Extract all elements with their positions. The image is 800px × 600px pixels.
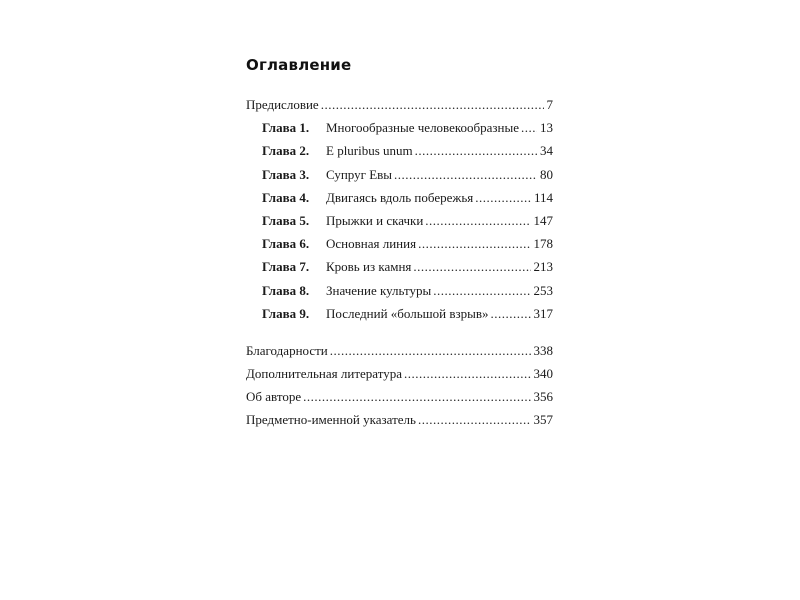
chapter-title: Кровь из камня (326, 259, 412, 275)
toc-entry-further-reading (246, 362, 553, 385)
page-number: 34 (540, 143, 553, 159)
chapter-label: Глава 4. (262, 189, 310, 205)
toc-entry-chapter-7 (246, 255, 553, 278)
chapter-label: Глава 3. (262, 166, 310, 182)
dot-leader (303, 385, 530, 408)
entry-title: Благодарности (246, 342, 328, 358)
toc-entry-chapter-3 (246, 163, 553, 186)
chapter-title: E pluribus unum (326, 143, 413, 159)
dot-leader (418, 408, 531, 431)
dot-leader (418, 232, 530, 255)
chapter-label: Глава 2. (262, 143, 310, 159)
chapter-title: Прыжки и скачки (326, 212, 424, 228)
chapter-title: Последний «большой взрыв» (326, 305, 489, 321)
dot-leader (433, 279, 530, 302)
dot-leader (321, 93, 544, 116)
chapter-title: Многообразные человекообразные (326, 120, 520, 136)
page-number: 147 (533, 212, 553, 228)
entry-title: Предисловие (246, 97, 319, 112)
toc-entry-chapter-2 (246, 139, 553, 162)
page-number: 357 (533, 412, 553, 428)
page-number: 13 (540, 120, 553, 136)
page-number: 7 (546, 97, 553, 112)
dot-leader (413, 255, 530, 278)
entry-title: Дополнительная литература (246, 366, 402, 382)
entry-title: Об авторе (246, 389, 302, 405)
chapter-label: Глава 5. (262, 212, 310, 228)
chapter-title: Супруг Евы (326, 166, 393, 182)
toc-entry-preface (246, 93, 553, 116)
chapter-label: Глава 9. (262, 305, 310, 321)
page-number: 340 (533, 366, 553, 382)
page-number: 213 (533, 259, 553, 275)
page-number: 178 (533, 236, 553, 252)
chapter-label: Глава 8. (262, 282, 310, 298)
chapter-title: Основная линия (326, 236, 417, 252)
toc-entry-chapter-8 (246, 279, 553, 302)
table-of-contents (246, 93, 553, 432)
chapter-title: Двигаясь вдоль побережья (326, 189, 474, 205)
toc-entry-acknowledgements (246, 339, 553, 362)
toc-entry-about-author (246, 385, 553, 408)
toc-entry-chapter-5 (246, 209, 553, 232)
dot-leader (415, 139, 537, 162)
page-number: 80 (540, 166, 553, 182)
dot-leader (491, 302, 531, 325)
toc-entry-chapter-1 (246, 116, 553, 139)
chapter-label: Глава 7. (262, 259, 310, 275)
page-number: 253 (533, 282, 553, 298)
chapter-label: Глава 1. (262, 120, 310, 136)
page-number: 317 (533, 305, 553, 321)
entry-title: Предметно-именной указатель (246, 412, 416, 428)
section-spacer (246, 325, 553, 339)
toc-entry-chapter-6 (246, 232, 553, 255)
dot-leader (521, 116, 537, 139)
page-number: 114 (533, 189, 553, 205)
dot-leader (425, 209, 530, 232)
dot-leader (330, 339, 531, 362)
dot-leader (475, 186, 531, 209)
dot-leader (394, 163, 537, 186)
toc-title: Оглавление (246, 56, 352, 74)
page-number: 338 (533, 342, 553, 358)
toc-entry-chapter-9 (246, 302, 553, 325)
dot-leader (404, 362, 531, 385)
chapter-label: Глава 6. (262, 236, 310, 252)
page-number: 356 (533, 389, 553, 405)
toc-entry-index (246, 408, 553, 431)
chapter-title: Значение культуры (326, 282, 432, 298)
toc-entry-chapter-4 (246, 186, 553, 209)
